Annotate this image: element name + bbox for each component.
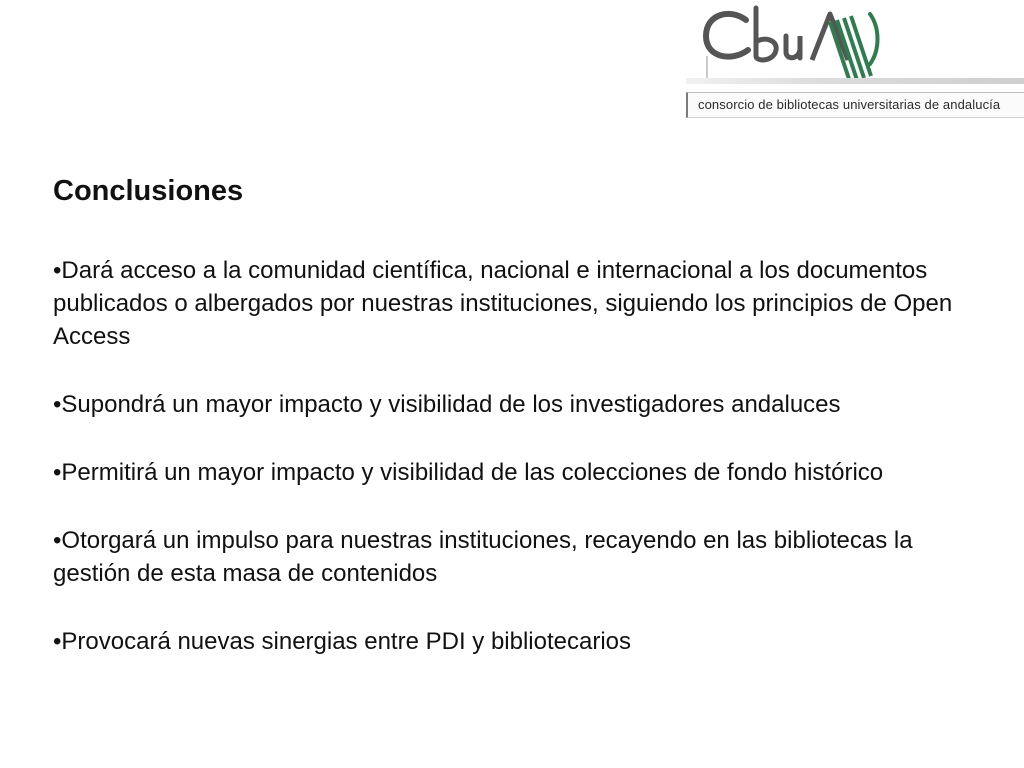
- slide-title: Conclusiones: [53, 175, 244, 207]
- bullet-item: •Otorgará un impulso para nuestras instituciones, recayendo en las bibliotecas la gestión de esta masa de contenidos: [53, 527, 913, 587]
- bullet-item: •Provocará nuevas sinergias entre PDI y bibliotecarios: [53, 628, 632, 655]
- logo-tagline-strip: [686, 92, 1024, 118]
- logo-gradient-bar: [686, 78, 1024, 84]
- bullet-item: •Permitirá un mayor impacto y visibilidad de las colecciones de fondo histórico: [53, 459, 884, 486]
- conclusions-list: [53, 254, 983, 658]
- bullet-item: •Dará acceso a la comunidad científica, nacional e internacional a los documentos publicados o albergados por nuestras instituciones, siguiendo los principios de Open Access: [53, 257, 953, 350]
- bullet-item: •Supondrá un mayor impacto y visibilidad de los investigadores andaluces: [53, 391, 841, 418]
- cbua-logo: [686, 0, 1024, 122]
- logo-tagline: consorcio de bibliotecas universitarias de andalucía: [698, 97, 1001, 112]
- slide-content: [53, 166, 983, 693]
